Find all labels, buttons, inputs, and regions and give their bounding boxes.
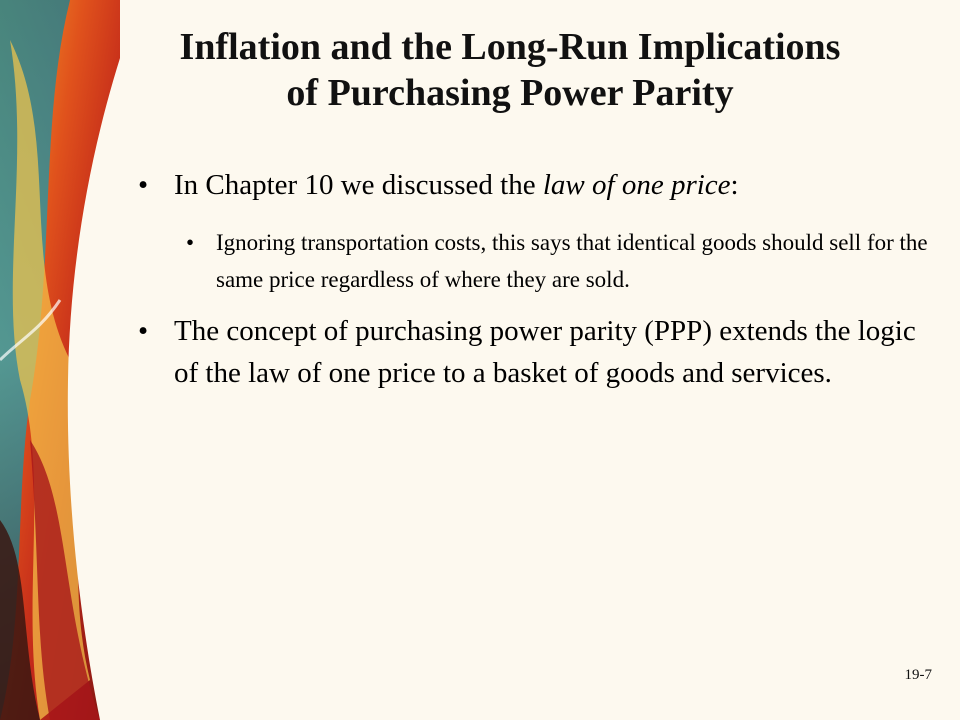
title-line-2: of Purchasing Power Parity bbox=[286, 72, 734, 114]
bullet-item-ppp-concept bbox=[138, 310, 928, 394]
page-title bbox=[100, 24, 920, 116]
slide-number: 19-7 bbox=[904, 667, 932, 683]
bullet-text-emphasis: law of one price bbox=[542, 169, 731, 201]
sub-bullet-text: Ignoring transportation costs, this says that identical goods should sell for the same price regardless of where they are sold. bbox=[216, 230, 928, 292]
title-line-1: Inflation and the Long-Run Implications bbox=[179, 26, 841, 68]
sub-bullet-item-transport-costs bbox=[138, 224, 928, 298]
bullet-text-lead: In Chapter 10 we discussed the bbox=[174, 169, 543, 201]
bullet-item-law-of-one-price bbox=[138, 164, 928, 206]
bullet-text: The concept of purchasing power parity (PPP) extends the logic of the law of one price to a basket of goods and services. bbox=[174, 315, 916, 389]
bullet-list bbox=[138, 164, 928, 394]
bullet-text-tail: : bbox=[730, 169, 739, 201]
